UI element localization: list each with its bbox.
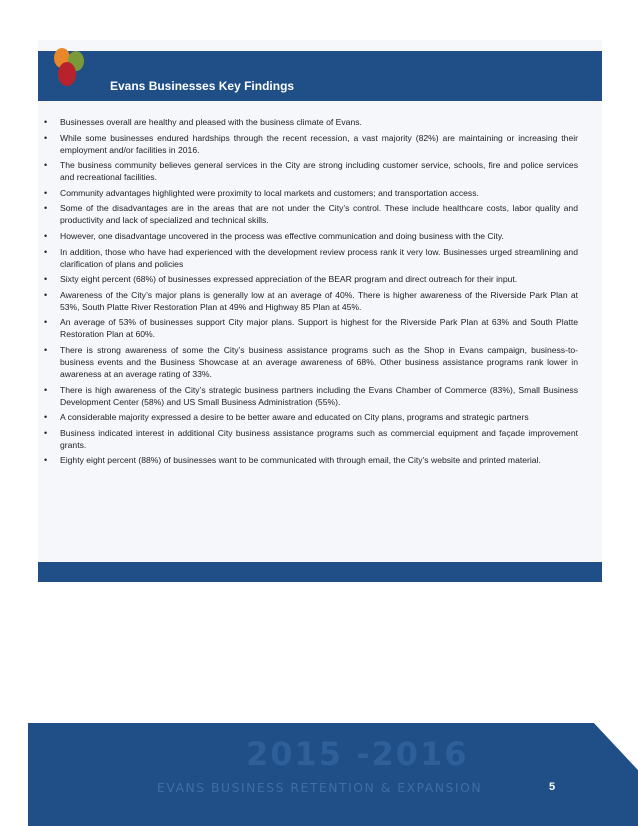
bullet-icon: •: [44, 412, 48, 423]
page-number: 5: [549, 781, 556, 793]
panel-title: Evans Businesses Key Findings: [110, 79, 295, 93]
bullet-icon: •: [44, 132, 48, 143]
finding-text: Eighty eight percent (88%) of businesses want to be communicated with through email, the City’s website and printed material.: [60, 455, 541, 466]
finding-text: There is strong awareness of some the City’s business assistance programs such as the Shop in Evans campaign, business-to-business events and the Business Showcase at an average awareness of 68%. Other business assistance programs rank lower in awareness at an average rating of 33%.: [60, 344, 578, 379]
bullet-icon: •: [44, 117, 48, 127]
finding-text: Community advantages highlighted were proximity to local markets and customers; and transportation access.: [60, 187, 479, 198]
finding-text: Some of the disadvantages are in the areas that are not under the City’s control. These include healthcare costs, labor quality and productivity and lack of specialized and technical skills.: [60, 203, 578, 226]
finding-text: Sixty eight percent (68%) of businesses expressed appreciation of the BEAR program and direct outreach for their input.: [60, 274, 518, 285]
bullet-icon: •: [44, 187, 48, 198]
finding-text: Businesses overall are healthy and pleased with the business climate of Evans.: [60, 117, 362, 127]
bullet-icon: •: [44, 160, 48, 171]
finding-text: While some businesses endured hardships through the recent recession, a vast majority (82%) are maintaining or increasing their employment and/or facilities in 2016.: [60, 132, 578, 155]
finding-text: In addition, those who have had experienced with the development review process rank it very low. Businesses urged streamlining and clarification of plans and policies: [60, 246, 578, 269]
finding-text: A considerable majority expressed a desire to be better aware and educated on City plans, programs and strategic partners: [60, 412, 529, 423]
bullet-icon: •: [44, 455, 48, 466]
bullet-icon: •: [44, 427, 48, 438]
bullet-icon: •: [44, 289, 48, 300]
bullet-icon: •: [44, 384, 48, 395]
finding-text: The business community believes general services in the City are strong including customer service, schools, fire and police services and recreational facilities.: [60, 160, 578, 183]
footer-year: 2015 -2016: [246, 735, 469, 773]
bullet-icon: •: [44, 246, 48, 257]
bullet-icon: •: [44, 317, 48, 328]
finding-text: An average of 53% of businesses support City major plans. Support is highest for the Riverside Park Plan at 63% and South Platte Restoration Plan at 60%.: [60, 317, 578, 340]
finding-text: Business indicated interest in additional City business assistance programs such as commercial equipment and façade improvement grants.: [60, 427, 578, 450]
finding-text: Awareness of the City’s major plans is generally low at an average of 40%. There is higher awareness of the Riverside Park Plan at 53%, South Platte River Restoration Plan at 49% and Highway 85 Plan at 45%.: [60, 289, 578, 312]
bullet-icon: •: [44, 344, 48, 355]
bullet-icon: •: [44, 203, 48, 214]
finding-text: However, one disadvantage uncovered in the process was effective communication and doing business with the City.: [60, 230, 504, 241]
bullet-icon: •: [44, 274, 48, 285]
finding-text: There is high awareness of the City’s strategic business partners including the Evans Chamber of Commerce (83%), Small Business Development Center (58%) and US Small Business Administration (55%).: [60, 384, 578, 407]
footer-caption: EVANS BUSINESS RETENTION & EXPANSION: [157, 780, 483, 795]
bullet-icon: •: [44, 230, 48, 241]
